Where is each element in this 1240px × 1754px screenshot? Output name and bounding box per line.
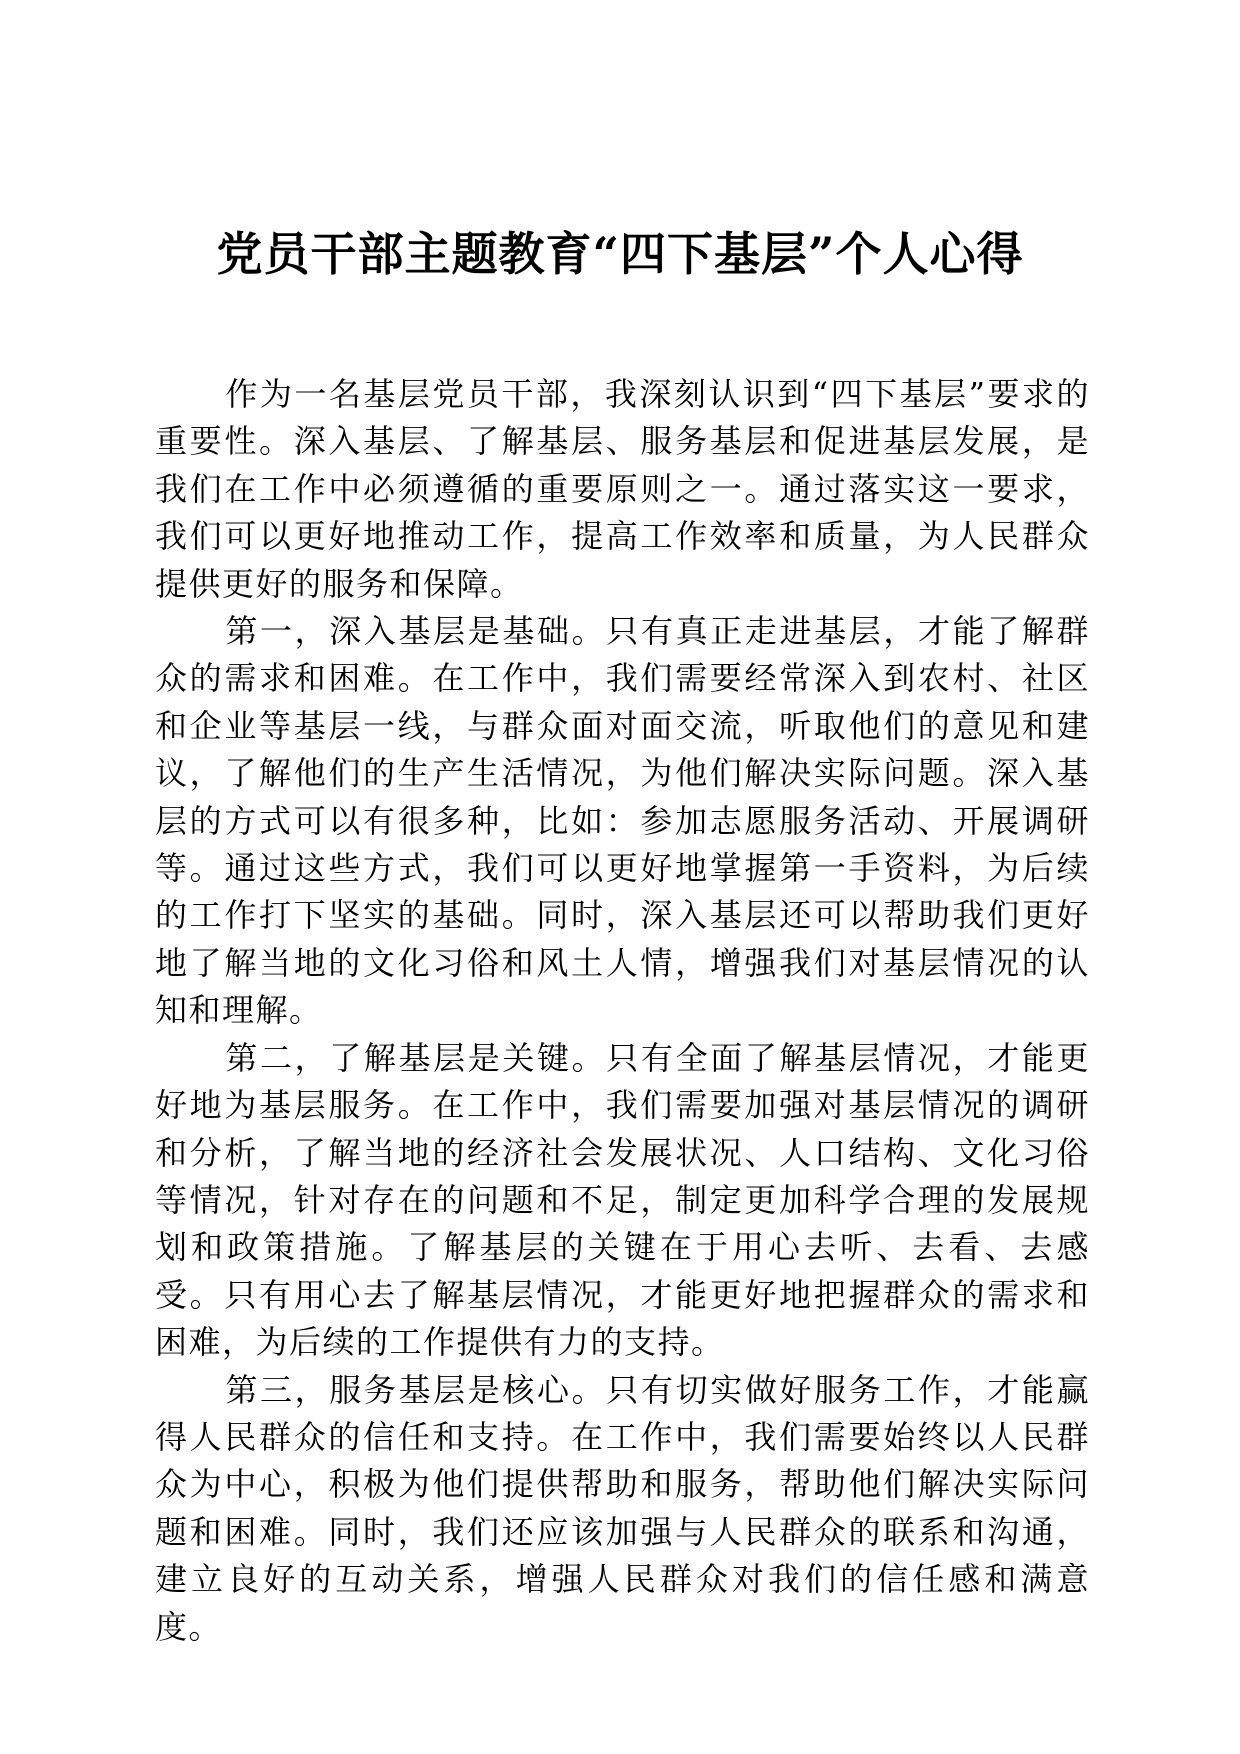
paragraph-third-point: 第三，服务基层是核心。只有切实做好服务工作，才能赢得人民群众的信任和支持。在工作中，我们需要始终以人民群众为中心，积极为他们提供帮助和服务，帮助他们解决实际问题和困难。同时，我们还应该加强与人民群众的联系和沟通，建立良好的互动关系，增强人民群众对我们的信任感和满意度。 [155,1370,1090,1646]
paragraph-intro: 作为一名基层党员干部，我深刻认识到“四下基层”要求的重要性。深入基层、了解基层、服务基层和促进基层发展，是我们在工作中必须遵循的重要原则之一。通过落实这一要求，我们可以更好地推动工作，提高工作效率和质量，为人民群众提供更好的服务和保障。 [155,375,1090,603]
document-title: 党员干部主题教育“四下基层”个人心得 [216,227,1024,281]
document-body [155,371,1090,1651]
paragraph-first-point: 第一，深入基层是基础。只有真正走进基层，才能了解群众的需求和困难。在工作中，我们需要经常深入到农村、社区和企业等基层一线，与群众面对面交流，听取他们的意见和建议，了解他们的生产生活情况，为他们解决实际问题。深入基层的方式可以有很多种，比如：参加志愿服务活动、开展调研等。通过这些方式，我们可以更好地掌握第一手资料，为后续的工作打下坚实的基础。同时，深入基层还可以帮助我们更好地了解当地的文化习俗和风土人情，增强我们对基层情况的认知和理解。 [155,612,1090,1030]
paragraph-second-point: 第二，了解基层是关键。只有全面了解基层情况，才能更好地为基层服务。在工作中，我们需要加强对基层情况的调研和分析，了解当地的经济社会发展状况、人口结构、文化习俗等情况，针对存在的问题和不足，制定更加科学合理的发展规划和政策措施。了解基层的关键在于用心去听、去看、去感受。只有用心去了解基层情况，才能更好地把握群众的需求和困难，为后续的工作提供有力的支持。 [155,1038,1090,1362]
